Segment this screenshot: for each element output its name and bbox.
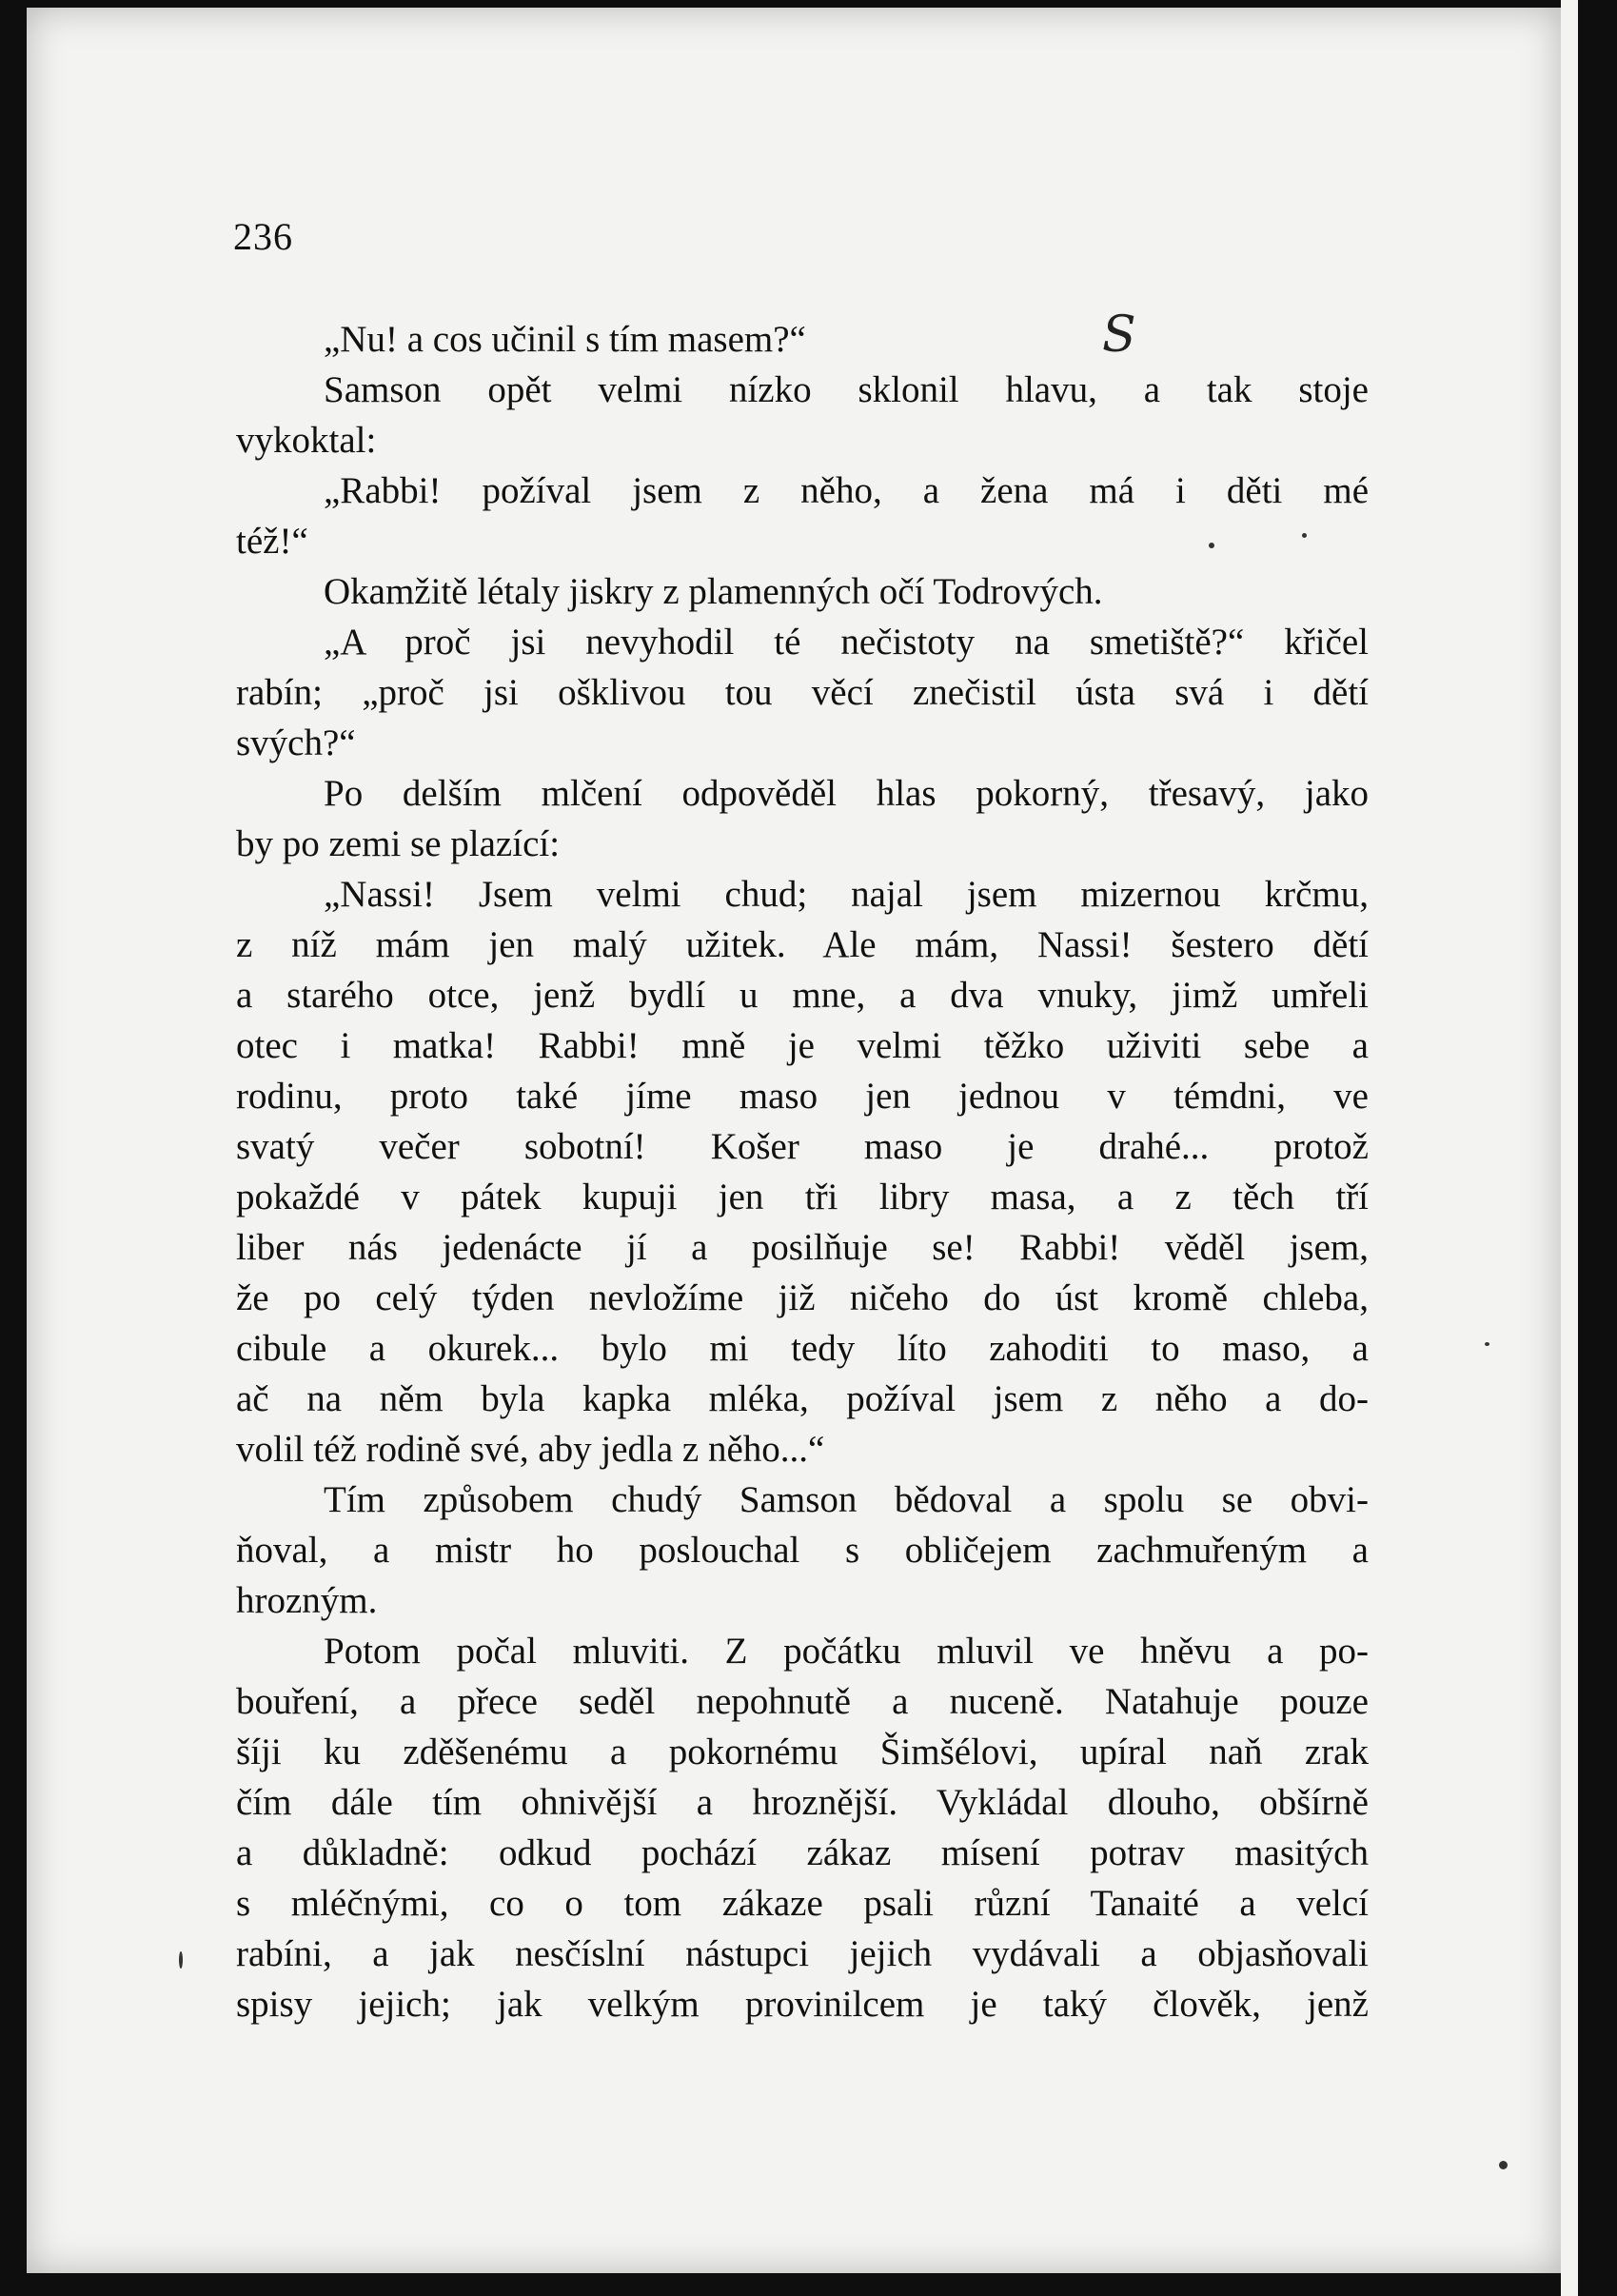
text-line: svých?“ bbox=[236, 722, 356, 763]
text-line: ňoval, a mistr ho poslouchal s obličejem zachmuřeným a bbox=[236, 1530, 1369, 1571]
page-number: 236 bbox=[233, 215, 293, 258]
text-line: Samson opět velmi nízko sklonil hlavu, a tak stoje bbox=[324, 369, 1369, 410]
text-line: z níž mám jen malý užitek. Ale mám, Nassi! šestero dětí bbox=[236, 924, 1369, 965]
text-line: čím dále tím ohnivější a hroznější. Vykládal dlouho, obšírně bbox=[236, 1782, 1369, 1823]
text-line: že po celý týden nevložíme již ničeho do úst kromě chleba, bbox=[236, 1277, 1369, 1318]
text-line: spisy jejich; jak velkým provinilcem je taký člověk, jenž bbox=[236, 1984, 1369, 2025]
text-line: ač na něm byla kapka mléka, požíval jsem z něho a do- bbox=[236, 1378, 1369, 1419]
dust-speck bbox=[1485, 1342, 1489, 1346]
text-line: cibule a okurek... bylo mi tedy líto zahoditi to maso, a bbox=[236, 1328, 1369, 1369]
text-line: a starého otce, jenž bydlí u mne, a dva vnuky, jimž umřeli bbox=[236, 975, 1369, 1016]
text-line: šíji ku zděšenému a pokornému Šimšélovi, upíral naň zrak bbox=[236, 1732, 1369, 1772]
text-line: s mléčnými, co o tom zákaze psali různí Tanaité a velcí bbox=[236, 1883, 1369, 1924]
text-line: vykoktal: bbox=[236, 420, 377, 461]
text-line: Po delším mlčení odpověděl hlas pokorný, třesavý, jako bbox=[324, 773, 1369, 814]
text-line: Okamžitě létaly jiskry z plamenných očí Todrových. bbox=[324, 571, 1103, 612]
text-line: by po zemi se plazící: bbox=[236, 823, 561, 864]
text-line: bouření, a přece seděl nepohnutě a nuceně. Natahuje pouze bbox=[236, 1681, 1369, 1722]
text-line: rodinu, proto také jíme maso jen jednou v témdni, ve bbox=[236, 1076, 1369, 1117]
dust-speck bbox=[1499, 2161, 1508, 2169]
text-line: „Nassi! Jsem velmi chud; najal jsem mizernou krčmu, bbox=[324, 874, 1369, 915]
scan-edge bbox=[1578, 0, 1617, 2296]
text-line: hrozným. bbox=[236, 1580, 378, 1621]
text-line: „A proč jsi nevyhodil té nečistoty na smetiště?“ křičel bbox=[324, 622, 1369, 663]
text-line: Tím způsobem chudý Samson bědoval a spolu se obvi- bbox=[324, 1479, 1369, 1520]
text-line: rabíni, a jak nesčíslní nástupci jejich vydávali a objasňovali bbox=[236, 1933, 1369, 1974]
dust-speck bbox=[1302, 533, 1307, 538]
dust-speck bbox=[179, 1951, 183, 1969]
dust-speck bbox=[1209, 543, 1214, 548]
text-line: pokaždé v pátek kupuji jen tři libry masa, a z těch tří bbox=[236, 1177, 1369, 1217]
margin-annotation: S bbox=[1102, 307, 1136, 364]
text-line: Potom počal mluviti. Z počátku mluvil ve hněvu a po- bbox=[324, 1631, 1369, 1672]
text-line: liber nás jedenácte jí a posilňuje se! Rabbi! věděl jsem, bbox=[236, 1227, 1369, 1268]
body-text bbox=[236, 314, 1369, 2029]
text-line: svatý večer sobotní! Košer maso je drahé... protož bbox=[236, 1126, 1369, 1167]
text-line: otec i matka! Rabbi! mně je velmi těžko uživiti sebe a bbox=[236, 1025, 1369, 1066]
page-gutter bbox=[1561, 0, 1578, 2296]
text-line: a důkladně: odkud pochází zákaz mísení potrav masitých bbox=[236, 1832, 1369, 1873]
text-line: „Nu! a cos učinil s tím masem?“ bbox=[324, 319, 806, 360]
text-line: „Rabbi! požíval jsem z něho, a žena má i děti mé bbox=[324, 470, 1369, 511]
text-line: též!“ bbox=[236, 521, 308, 562]
text-line: volil též rodině své, aby jedla z něho...“ bbox=[236, 1429, 825, 1470]
text-line: rabín; „proč jsi ošklivou tou věcí znečistil ústa svá i dětí bbox=[236, 672, 1369, 713]
